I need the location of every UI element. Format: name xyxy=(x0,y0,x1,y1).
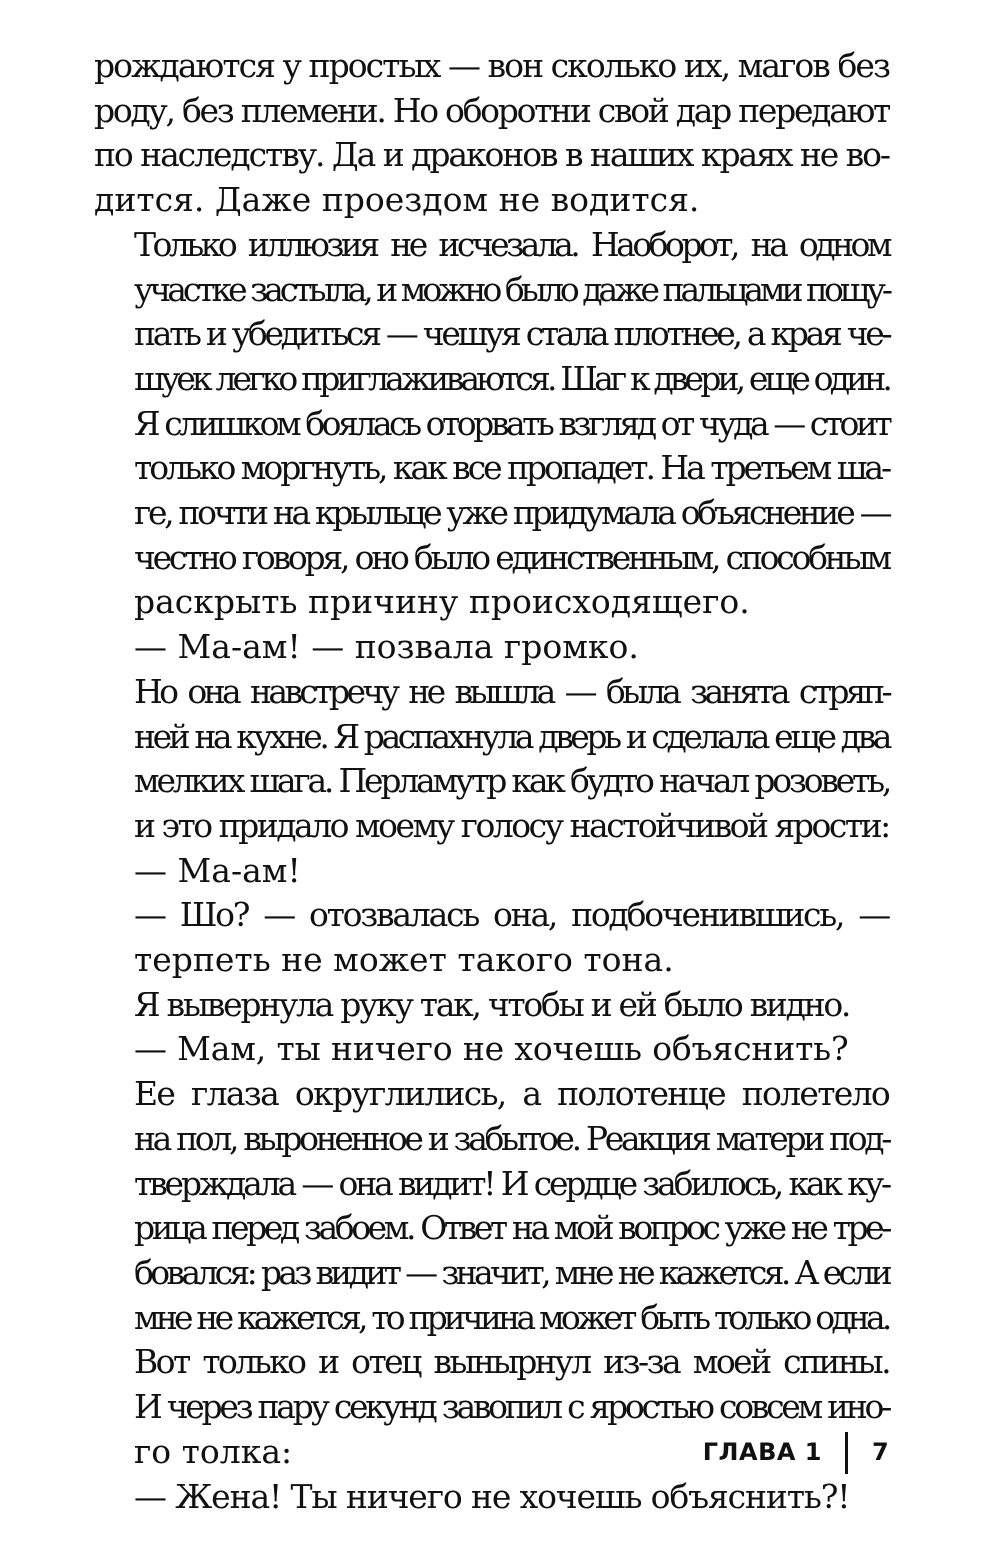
text-line: Но она навстречу не вышла — была занята стряп- xyxy=(134,671,889,711)
page-footer xyxy=(0,1436,1000,1476)
paragraph xyxy=(94,893,889,982)
body-text xyxy=(94,44,889,1519)
paragraph xyxy=(94,849,889,894)
paragraph xyxy=(94,1027,889,1072)
text-line: терпеть не может такого тона. xyxy=(134,940,674,980)
text-line: только моргнуть, как все пропадет. На третьем ша- xyxy=(134,448,890,488)
text-line: раскрыть причину происходящего. xyxy=(134,582,750,622)
paragraph xyxy=(94,1072,889,1340)
text-line: роду, без племени. Но оборотни свой дар передают xyxy=(94,90,889,130)
text-line: — Жена! Ты ничего не хочешь объяснить?! xyxy=(134,1476,850,1516)
text-line: И через пару секунд завопил с яростью совсем ино- xyxy=(134,1387,889,1427)
footer-divider xyxy=(845,1432,848,1474)
text-line: Ее глаза округлились, а полотенце полетело xyxy=(134,1074,889,1114)
text-line: шуек легко приглаживаются. Шаг к двери, еще один. xyxy=(134,358,890,398)
text-line: пать и убедиться — чешуя стала плотнее, а края че- xyxy=(134,314,890,354)
text-line: ге, почти на крыльце уже придумала объяснение — xyxy=(134,493,890,533)
text-line: бовался: раз видит — значит, мне не кажется. А если xyxy=(134,1252,889,1292)
text-line: честно говоря, оно было единственным, способным xyxy=(134,537,889,577)
text-line: участке застыла, и можно было даже пальцами пощу- xyxy=(134,269,889,309)
text-line: Я слишком боялась оторвать взгляд от чуда — стоит xyxy=(134,403,890,443)
text-line: тверждала — она видит! И сердце забилось, как ку- xyxy=(134,1163,889,1203)
text-line: ней на кухне. Я распахнула дверь и сделала еще два xyxy=(134,716,889,756)
text-line: го толка: xyxy=(134,1431,293,1471)
text-line: — Шо? — отозвалась она, подбоченившись, — xyxy=(134,895,889,935)
text-line: мелких шага. Перламутр как будто начал розоветь, xyxy=(134,761,890,801)
text-line: рождаются у простых — вон сколько их, магов без xyxy=(94,46,889,85)
text-line: мне не кажется, то причина может быть только одна. xyxy=(134,1297,889,1337)
paragraph xyxy=(94,983,889,1028)
text-line: — Ма-ам! — позвала громко. xyxy=(134,627,639,667)
chapter-label: ГЛАВА 1 xyxy=(702,1438,822,1466)
page-number: 7 xyxy=(872,1438,889,1466)
text-line: по наследству. Да и драконов в наших краях не во- xyxy=(94,135,889,175)
text-line: Вот только и отец вынырнул из-за моей спины. xyxy=(134,1342,889,1382)
paragraph xyxy=(94,670,889,849)
text-line: — Ма-ам! xyxy=(134,850,301,890)
paragraph xyxy=(94,223,889,625)
text-line: на пол, выроненное и забытое. Реакция матери под- xyxy=(134,1118,889,1158)
text-line: рица перед забоем. Ответ на мой вопрос уже не тре- xyxy=(134,1208,889,1248)
text-line: и это придало моему голосу настойчивой ярости: xyxy=(134,805,889,845)
text-line: Я вывернула руку так, чтобы и ей было видно. xyxy=(134,984,850,1024)
text-line: Только иллюзия не исчезала. Наоборот, на одном xyxy=(134,224,889,264)
text-line: дится. Даже проездом не водится. xyxy=(94,180,700,220)
paragraph xyxy=(94,1475,889,1520)
paragraph xyxy=(94,625,889,670)
paragraph xyxy=(94,44,889,223)
text-line: — Мам, ты ничего не хочешь объяснить? xyxy=(134,1029,849,1069)
